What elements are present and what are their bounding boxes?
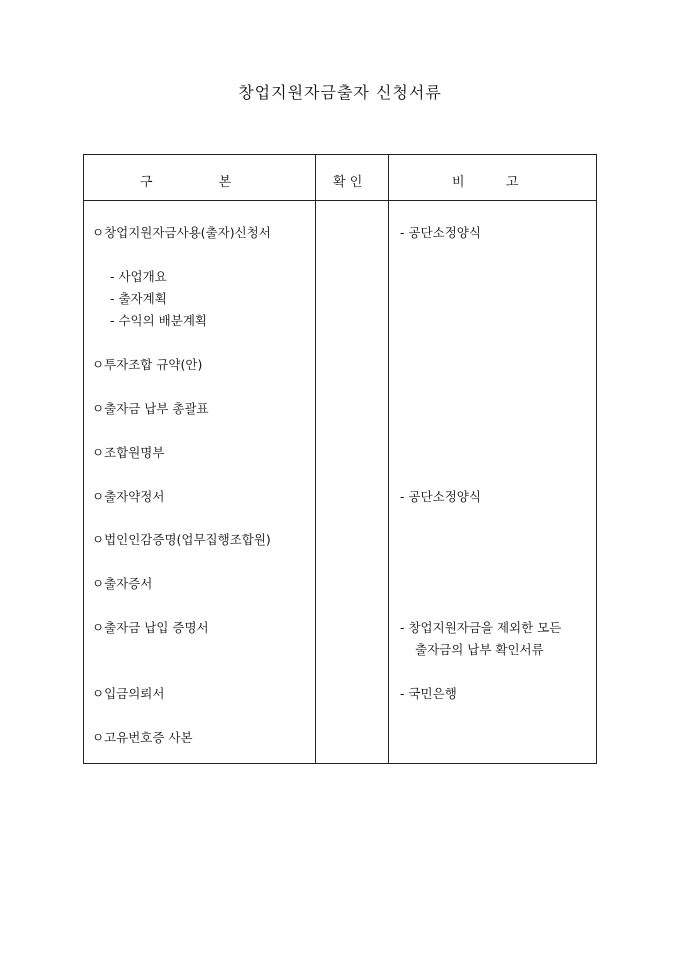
list-item: ㅇ입금의뢰서 <box>92 686 165 701</box>
list-item: ㅇ창업지원자금사용(출자)신청서 <box>92 225 271 240</box>
header-divider <box>84 200 596 201</box>
remark-text: - 국민은행 <box>400 686 457 701</box>
document-table <box>83 154 597 764</box>
column-divider-2 <box>388 155 389 763</box>
remark-text: 출자금의 납부 확인서류 <box>415 642 544 657</box>
header-category: 구 본 <box>140 175 232 190</box>
list-item: ㅇ출자금 납입 증명서 <box>92 620 209 635</box>
list-item: ㅇ조합원명부 <box>92 445 165 460</box>
remark-text: - 창업지원자금을 제외한 모든 <box>400 620 562 635</box>
header-remarks: 비 고 <box>452 175 519 190</box>
list-item: ㅇ고유번호증 사본 <box>92 730 193 745</box>
list-item: ㅇ투자조합 규약(안) <box>92 357 203 372</box>
list-item: ㅇ출자금 납부 총괄표 <box>92 401 209 416</box>
sub-item: - 출자계획 <box>110 291 167 306</box>
column-divider-1 <box>315 155 316 763</box>
list-item: ㅇ출자증서 <box>92 576 153 591</box>
remark-text: - 공단소정양식 <box>400 489 481 504</box>
document-title: 창업지원자금출자 신청서류 <box>238 83 442 102</box>
list-item: ㅇ출자약정서 <box>92 489 165 504</box>
list-item: ㅇ법인인감증명(업무집행조합원) <box>92 532 271 547</box>
remark-text: - 공단소정양식 <box>400 225 481 240</box>
sub-item: - 수익의 배분계획 <box>110 313 207 328</box>
header-confirm: 확 인 <box>333 175 363 190</box>
sub-item: - 사업개요 <box>110 269 167 284</box>
